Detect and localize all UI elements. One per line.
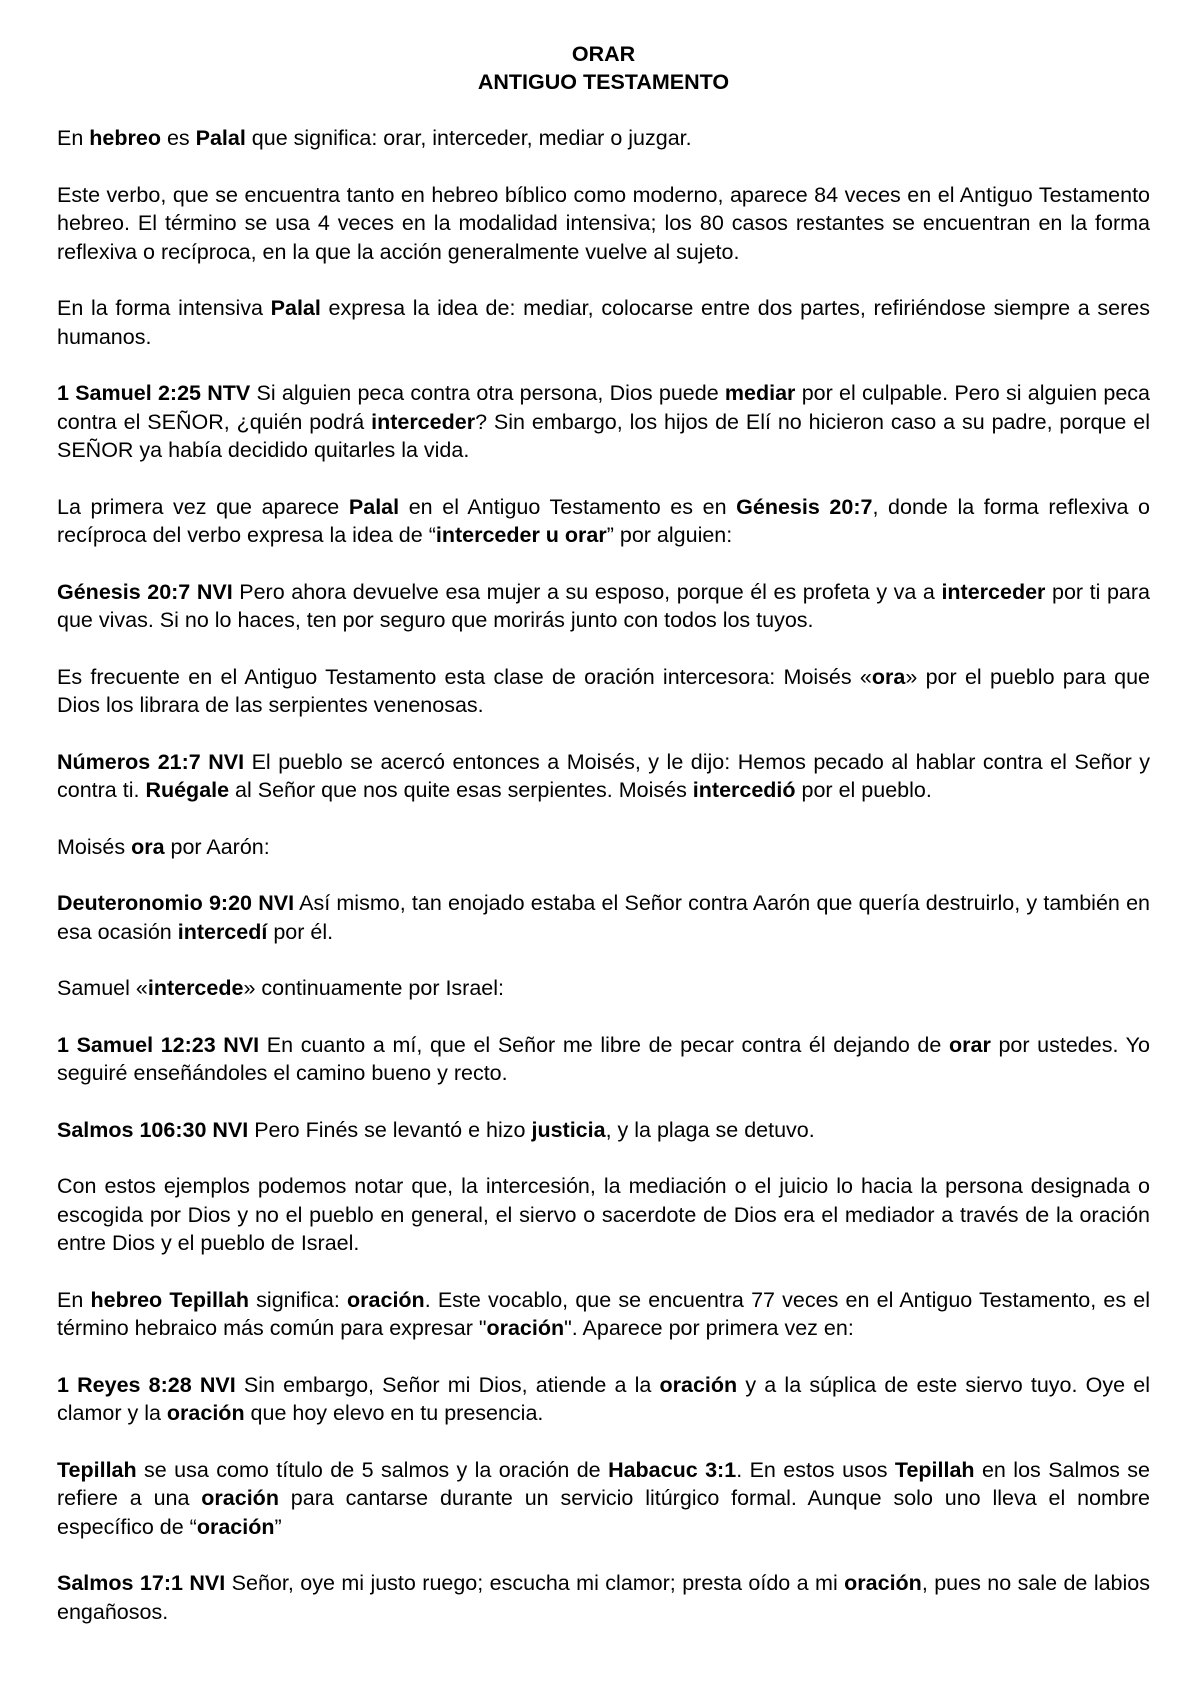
bold-text: orar — [948, 1032, 991, 1057]
bold-text: interceder — [371, 409, 476, 434]
document-subtitle: ANTIGUO TESTAMENTO — [477, 70, 730, 94]
text-run: . Este vocablo, que se encuentra 77 veces en el Antiguo Testamento, es el término hebraico más común para expresar " — [57, 1287, 1150, 1340]
paragraph-17 — [57, 1456, 1150, 1542]
text-run: ” — [274, 1514, 282, 1539]
bold-text: 1 Reyes 8:28 NVI — [57, 1372, 236, 1397]
paragraph-3 — [57, 294, 1150, 351]
text-run: , donde la forma reflexiva o recíproca del verbo expresa la idea de “ — [57, 494, 1151, 547]
text-run: ". Aparece por primera vez en: — [564, 1316, 854, 1340]
bold-text: 1 Samuel 2:25 NTV — [57, 381, 251, 405]
text-run: y a la súplica de este siervo tuyo. Oye el clamor y la — [57, 1372, 1151, 1425]
paragraph-9 — [57, 833, 1150, 862]
paragraph-14 — [57, 1172, 1150, 1258]
bold-text: oración — [201, 1486, 279, 1510]
text-run: por el pueblo. — [795, 778, 932, 802]
bold-text: Tepillah — [894, 1457, 975, 1482]
text-run: Con estos ejemplos podemos notar que, la intercesión, la mediación o el juicio lo hacia la persona designada o escogida por Dios y no el pueblo en general, el siervo o sacerdote de Dios era el mediador a través de la oración entre Dios y el pueblo de Israel. — [57, 1174, 1150, 1255]
text-run: » continuamente por Israel: — [243, 976, 504, 1000]
text-run: En — [57, 1287, 91, 1312]
bold-text: ora — [131, 834, 165, 859]
bold-text: oración — [347, 1287, 425, 1312]
text-run: Sin embargo, Señor mi Dios, atiende a la — [235, 1372, 660, 1397]
text-run: Pero ahora devuelve esa mujer a su esposo, porque él es profeta y va a — [232, 579, 942, 604]
bold-text: oración — [659, 1372, 738, 1397]
paragraph-11 — [57, 974, 1150, 1003]
bold-text: Salmos 17:1 NVI — [57, 1571, 226, 1595]
paragraph-5 — [57, 493, 1150, 550]
bold-text: intercedió — [692, 778, 796, 802]
text-run: por él. — [267, 919, 334, 944]
text-run: En la forma intensiva — [57, 296, 271, 320]
text-run: ” por alguien: — [606, 523, 733, 547]
text-run: por ustedes. Yo seguiré enseñándoles el camino bueno y recto. — [57, 1032, 1150, 1085]
bold-text: oración — [844, 1571, 922, 1595]
text-run: Es frecuente en el Antiguo Testamento esta clase de oración intercesora: Moisés « — [57, 664, 872, 689]
paragraph-13 — [57, 1116, 1150, 1145]
text-run: La primera vez que aparece — [57, 494, 349, 519]
text-run: ? Sin embargo, los hijos de Elí no hicieron caso a su padre, porque el SEÑOR ya había decidido quitarles la vida. — [57, 409, 1150, 462]
text-run: El pueblo se acercó entonces a Moisés, y le dijo: Hemos pecado al hablar contra el Señor y contra ti. — [57, 749, 1151, 802]
text-run: » por el pueblo para que Dios los librara de las serpientes venenosas. — [57, 664, 1150, 717]
bold-text: intercedí — [177, 919, 268, 944]
bold-text: Números 21:7 NVI — [57, 749, 245, 774]
bold-text: justicia — [531, 1117, 606, 1142]
text-run: en el Antiguo Testamento es en — [399, 494, 737, 519]
text-run: Pero Finés se levantó e hizo — [248, 1117, 532, 1142]
text-run: Si alguien peca contra otra persona, Dios puede — [250, 381, 725, 405]
text-run: En cuanto a mí, que el Señor me libre de pecar contra él dejando de — [259, 1032, 949, 1057]
paragraph-2 — [57, 181, 1150, 267]
bold-text: Palal — [195, 126, 246, 150]
bold-text: mediar — [724, 381, 796, 405]
text-run: Señor, oye mi justo ruego; escucha mi clamor; presta oído a mi — [225, 1571, 845, 1595]
bold-text: oración — [196, 1514, 275, 1539]
text-run: Samuel « — [57, 976, 148, 1000]
bold-text: interceder u orar — [435, 523, 607, 547]
paragraph-12 — [57, 1031, 1150, 1088]
paragraph-6 — [57, 578, 1150, 635]
bold-text: Ruégale — [145, 778, 230, 802]
bold-text: oración — [166, 1401, 245, 1425]
bold-text: 1 Samuel 12:23 NVI — [57, 1032, 260, 1057]
bold-text: hebreo Tepillah — [90, 1287, 249, 1312]
paragraph-16 — [57, 1371, 1150, 1428]
text-run: que significa: orar, interceder, mediar o juzgar. — [245, 126, 692, 150]
text-run: Este verbo, que se encuentra tanto en hebreo bíblico como moderno, aparece 84 veces en el Antiguo Testamento hebreo. El término se usa 4 veces en la modalidad intensiva; los 80 casos restantes se encuentran en la forma reflexiva o recíproca, en la que la acción generalmente vuelve al sujeto. — [57, 182, 1150, 264]
text-run: es — [160, 126, 196, 150]
paragraph-15 — [57, 1286, 1150, 1343]
paragraph-1 — [57, 124, 1150, 153]
text-run: para cantarse durante un servicio litúrgico formal. Aunque solo uno lleva el nombre específico de “ — [57, 1486, 1150, 1539]
text-run: . En estos usos — [736, 1457, 895, 1482]
bold-text: intercede — [147, 976, 244, 1000]
bold-text: ora — [871, 664, 906, 689]
bold-text: Palal — [270, 296, 321, 320]
text-run: por el culpable. Pero si alguien peca contra el SEÑOR, ¿quién podrá — [57, 381, 1151, 434]
text-run: por ti para que vivas. Si no lo haces, ten por seguro que morirás junto con todos los tuyos. — [57, 579, 1150, 632]
paragraph-10 — [57, 889, 1150, 946]
paragraph-18 — [57, 1569, 1150, 1626]
text-run: significa: — [249, 1287, 348, 1312]
bold-text: Génesis 20:7 NVI — [57, 579, 233, 604]
text-run: Así mismo, tan enojado estaba el Señor contra Aarón que quería destruirlo, y también en esa ocasión — [57, 891, 1151, 944]
bold-text: Tepillah — [57, 1457, 137, 1482]
bold-text: Habacuc 3:1 — [608, 1457, 737, 1482]
bold-text: oración — [486, 1316, 565, 1340]
text-run: en los Salmos se refiere a una — [57, 1457, 1151, 1510]
bold-text: Palal — [348, 494, 400, 519]
paragraph-7 — [57, 663, 1150, 720]
paragraph-8 — [57, 748, 1150, 805]
text-run: al Señor que nos quite esas serpientes. Moisés — [229, 778, 693, 802]
text-run: por Aarón: — [164, 834, 270, 859]
bold-text: hebreo — [89, 126, 161, 150]
text-run: se usa como título de 5 salmos y la oración de — [136, 1457, 609, 1482]
bold-text: Génesis 20:7 — [736, 494, 873, 519]
paragraph-4 — [57, 379, 1150, 465]
text-run: Moisés — [57, 834, 132, 859]
text-run: , pues no sale de labios engañosos. — [57, 1571, 1150, 1624]
document-title: ORAR — [571, 42, 636, 66]
text-run: En — [57, 126, 90, 150]
text-run: que hoy elevo en tu presencia. — [244, 1401, 544, 1425]
bold-text: Deuteronomio 9:20 NVI — [57, 891, 295, 915]
text-run: expresa la idea de: mediar, colocarse entre dos partes, refiriéndose siempre a seres humanos. — [57, 296, 1150, 349]
bold-text: Salmos 106:30 NVI — [57, 1117, 249, 1142]
bold-text: interceder — [941, 579, 1046, 604]
text-run: , y la plaga se detuvo. — [605, 1117, 815, 1142]
